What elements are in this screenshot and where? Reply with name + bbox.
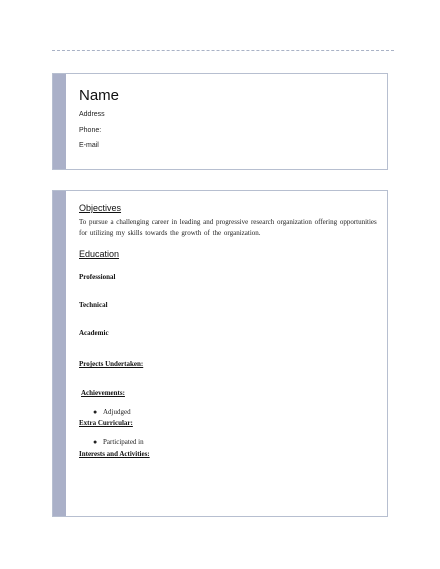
bullet-icon: ● bbox=[93, 438, 98, 446]
body-accent-stripe bbox=[53, 191, 66, 516]
achievement-item bbox=[93, 408, 131, 416]
projects-heading: Projects Undertaken: bbox=[79, 360, 144, 368]
header-accent-stripe bbox=[53, 74, 66, 169]
achievements-heading: Achievements: bbox=[81, 389, 125, 397]
contact-phone: Phone: bbox=[79, 127, 102, 134]
bullet-icon: ● bbox=[93, 408, 98, 416]
interests-heading: Interests and Activities: bbox=[79, 450, 150, 458]
education-heading: Education bbox=[79, 249, 120, 259]
header-card bbox=[52, 73, 388, 170]
education-technical: Technical bbox=[79, 301, 108, 309]
education-academic: Academic bbox=[79, 329, 109, 337]
achievement-item-text: Adjudged bbox=[103, 408, 131, 416]
top-dashed-divider bbox=[52, 50, 394, 51]
body-card bbox=[52, 190, 388, 517]
education-professional: Professional bbox=[79, 273, 116, 281]
objectives-heading: Objectives bbox=[79, 203, 122, 213]
contact-address: Address bbox=[79, 111, 105, 118]
extra-curricular-heading: Extra Curricular: bbox=[79, 419, 133, 427]
contact-email: E-mail bbox=[79, 142, 99, 149]
resume-name: Name bbox=[79, 87, 120, 104]
extra-curricular-item bbox=[93, 438, 144, 446]
extra-curricular-item-text: Participated in bbox=[103, 438, 144, 446]
objectives-text: To pursue a challenging career in leading and progressive research organization offering opportunities for utilizing my skills towards the growth of the organization. bbox=[79, 218, 377, 237]
